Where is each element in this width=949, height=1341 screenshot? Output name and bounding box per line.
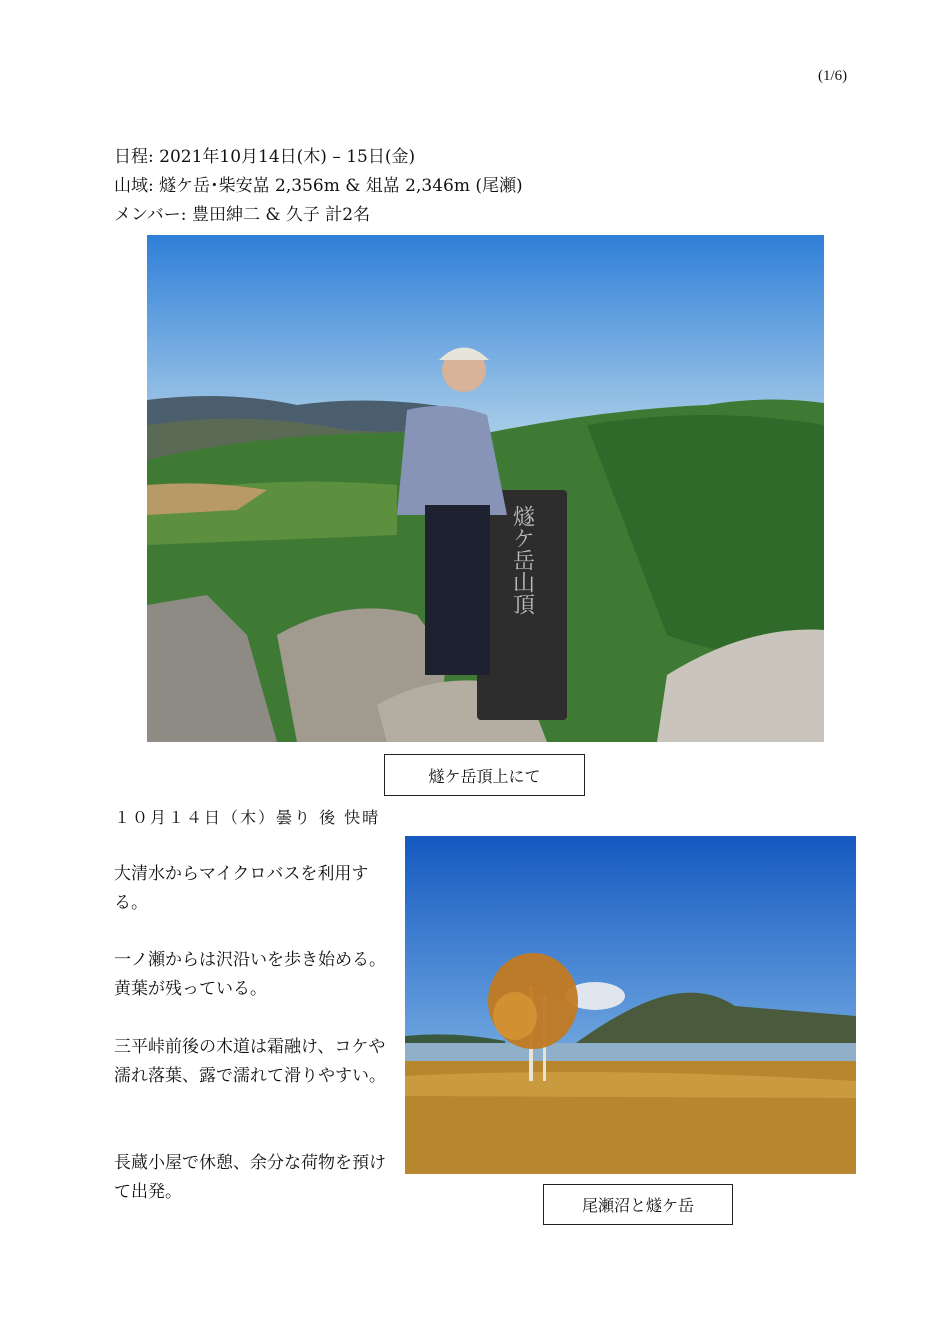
oze-marsh-photo: [405, 836, 856, 1174]
marker-inscription: 燧ケ岳山頂: [509, 505, 535, 615]
page-number: (1/6): [818, 68, 848, 84]
day1-paragraph-4: 長蔵小屋で休憩、余分な荷物を預けて出発。: [114, 1153, 386, 1202]
day1-heading: １０月１４日（木）曇り 後 快晴: [114, 808, 381, 827]
area-line: 山域: 燧ケ岳･柴安嵓 2,356m & 俎嵓 2,346m (尾瀬): [114, 176, 523, 196]
day1-paragraph-3: 三平峠前後の木道は霜融け、コケや濡れ落葉、露で濡れて滑りやすい。: [114, 1037, 386, 1086]
members-line: メンバー: 豊田紳二 & 久子 計2名: [114, 205, 371, 225]
oze-marsh-photo-image: [405, 836, 856, 1174]
summit-photo: [147, 235, 824, 742]
day1-paragraph-2: 一ノ瀬からは沢沿いを歩き始める。黄葉が残っている。: [114, 950, 386, 999]
oze-marsh-photo-caption: 尾瀬沼と燧ケ岳: [543, 1184, 733, 1225]
day1-paragraph-1: 大清水からマイクロバスを利用する。: [114, 864, 369, 913]
summit-photo-caption: 燧ケ岳頂上にて: [384, 754, 585, 796]
summit-photo-image: [147, 235, 824, 742]
schedule-line: 日程: 2021年10月14日(木) – 15日(金): [114, 147, 416, 167]
